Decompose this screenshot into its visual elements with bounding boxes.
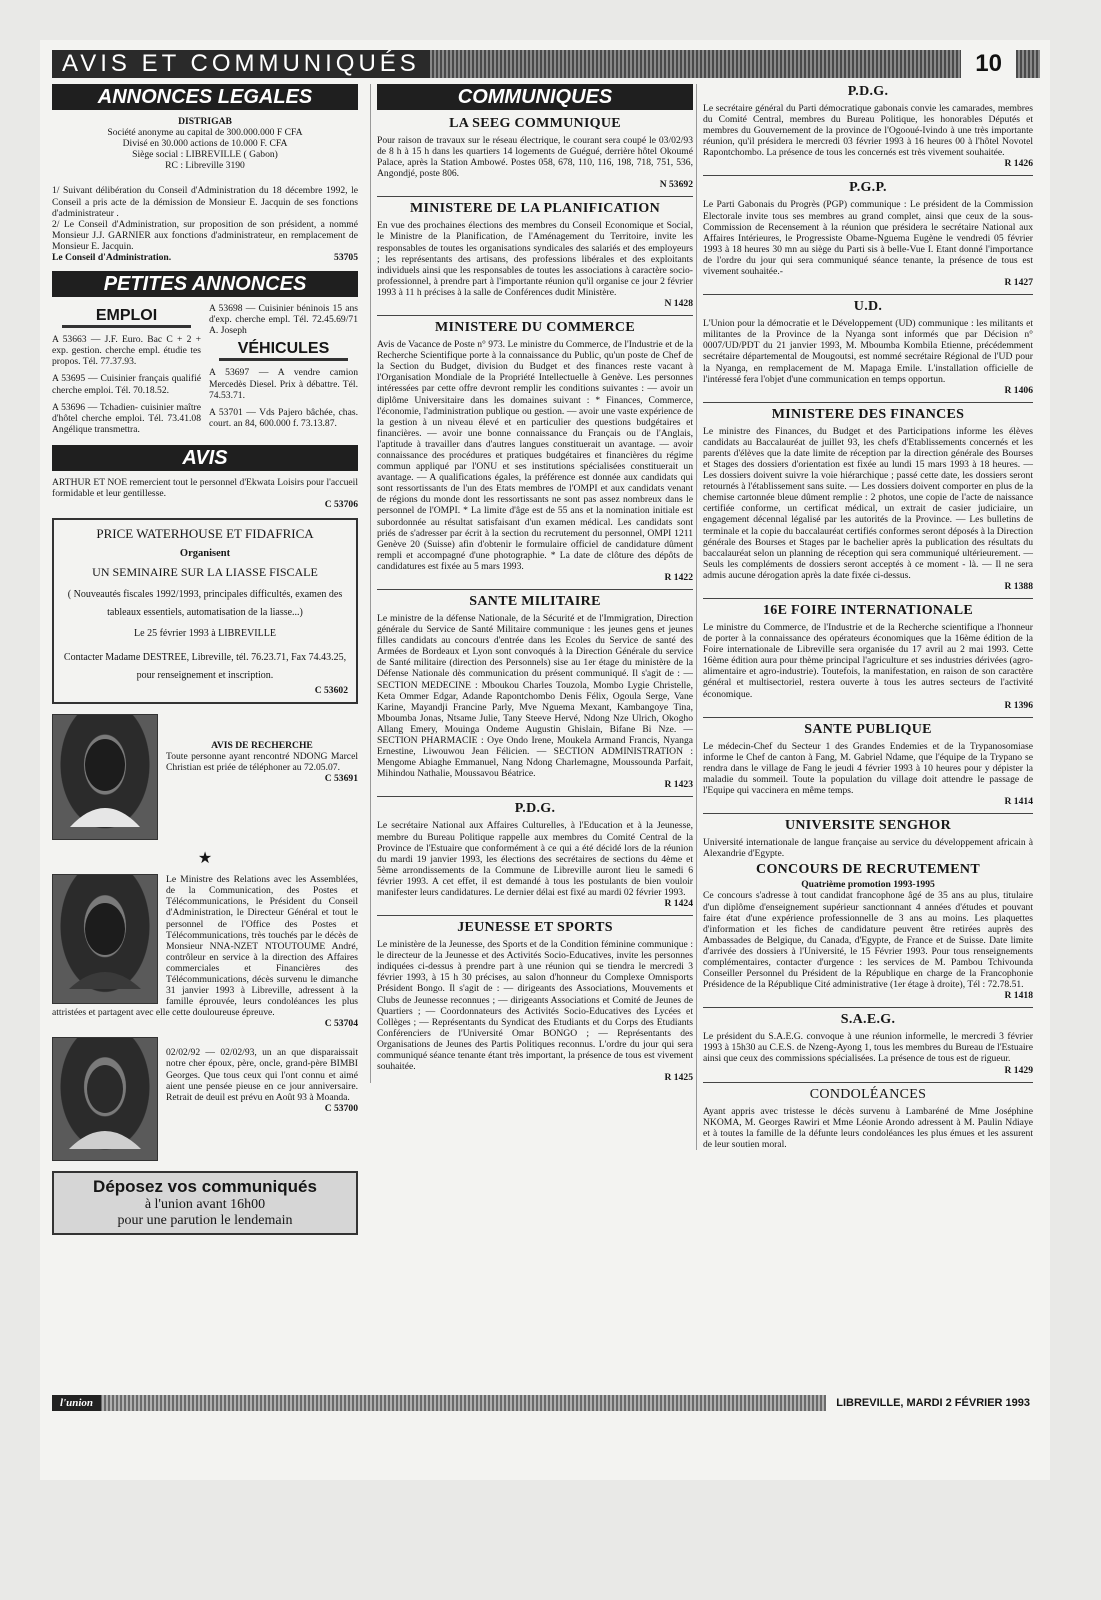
annonces-legales-banner: ANNONCES LEGALES (52, 84, 358, 110)
concours-title: CONCOURS DE RECRUTEMENT (756, 862, 980, 878)
arthur-ref: C 53706 (324, 499, 358, 511)
distrigab-footer (52, 252, 358, 263)
seminaire-date: Le 25 février 1993 à LIBREVILLE (134, 628, 276, 640)
emploi-title: EMPLOI (62, 307, 191, 328)
classified-item: A 53695 — Cuisinier français qualifié cherche emploi. Tél. 70.18.52. (52, 373, 201, 396)
finances-ref: R 1388 (1004, 581, 1033, 592)
planification-ref: N 1428 (664, 298, 693, 310)
commerce-text: Avis de Vacance de Poste n° 973. Le ministre du Commerce, de l'Industrie et de la Recherche Scientifique porte à la connaissance du Public, qu'un poste de Chef de la Section du Budget, division du Budget et des finances reste vacant à l'Organisation Mondiale de la Propriété Intellectuelle à Genève. Les personnes intéressées par cette offre devront remplir les conditions suivantes : — avoir un diplôme Universitaire dans les domaines suivant : * Finances, Commerce, l'économie, l'administration publique ou gestion. — avoir une vaste expérience de la gestion à un niveau élevé et en particulier des questions budgétaires et financières. — avoir une bonne connaissance du Français ou de l'Anglais, l'aptitude à travailler dans d'autres langues constituerait un avantage. — avoir connaissance des procédures et pratiques budgétaires et financières du régime commun appliqué par l'ONU et ses institutions spécialisées constituerait un avantage. — A qualifications égales, la préférence est donnée aux candidats qui sont ressortissants de l'un des Etats membres de l'OMPI et aux candidats venant de régions du monde dont les ressortissants ne sont pas assez nombreux dans le personnel de l'OMPI. * La limite d'âge est de 55 ans et la nomination initiale est subordonnée au résultat satisfaisant d'un examen médical. Les candidats sont priés de s'adresser par écrit à la section du recrutement du personnel, OMPI 1211 Genève 20 (Suisse) afin d'obtenir le formulaire officiel de candidature dûment rempli et accompagné d'une photographie. * La date de clôture des dépôts de candidatures est fixée au 5 mars 1993. (377, 339, 693, 572)
senghor-ref: R 1418 (1004, 990, 1033, 1002)
distrigab-signature: Le Conseil d'Administration. (52, 252, 172, 264)
pdg-text: Le secrétaire général du Parti démocratique gabonais convie les camarades, membres du Comité Central, membres du Bureau Politique, les honorables Députés et membres du Gouvernement de la province de l'Ogooué-Ivindo à une très importante réunion, qu'il présidera le mercredi 03 février 1993 à 16 heures 00 à l'hôtel Novotel Rapontchombo. La présence de tous les concernés est très vivement souhaitée. (703, 103, 1033, 159)
anniversaire-ref: C 53700 (324, 1102, 358, 1114)
condoleances-text: Ayant appris avec tristesse le décès survenu à Lambaréné de Mme Joséphine NKOMA, M. Georges Rawiri et Mme Léonie Arondo adressent à M. Paulin Ndiaye et à toutes la famille de la défunte leurs condoléances les plus émues et les assurent de leur soutien moral. (703, 1105, 1033, 1150)
vehicules-title: VÉHICULES (219, 340, 348, 361)
pdg-title: P.D.G. (377, 796, 693, 817)
classifieds (52, 303, 358, 435)
pgp-title: P.G.P. (703, 175, 1033, 196)
deces-ref: C 53704 (324, 1018, 358, 1030)
pdg-ref: R 1424 (664, 898, 693, 910)
distrigab-ref: 53705 (334, 252, 358, 264)
petites-annonces-banner: PETITES ANNONCES (52, 271, 358, 297)
portrait-icon (65, 1049, 145, 1149)
classifieds-left (52, 303, 201, 435)
seminaire-box (52, 518, 358, 704)
seminaire-subject: UN SEMINAIRE SUR LA LIASSE FISCALE (92, 565, 318, 580)
portrait-icon (65, 727, 145, 827)
seminaire-detail: ( Nouveautés fiscales 1992/1993, principales difficultés, examen des tableaux essentiels, automatisation de la liasse...) (67, 589, 343, 619)
condoleances-title: CONDOLÉANCES (703, 1082, 1033, 1103)
pdg-ref: R 1426 (1004, 158, 1033, 170)
seeg-title: LA SEEG COMMUNIQUE (449, 116, 621, 131)
seminaire-organisent: Organisent (179, 548, 231, 560)
planification-text: En vue des prochaines élections des membres du Conseil Economique et Social, le Ministre de la Planification, de l'Aménagement du Territoire, invite les responsables de toutes les organisations syndicales des salariés et des employeurs ; les représentants des artisans, des professions libérales et des exploitants individuels ainsi que les responsables de toutes les associations à caractère socio-professionnel, à prendre part à l'importante réunion qu'il organise ce jour 2 février 1993 à 11 h précises à la salle de Conférences dudit Ministère. (377, 220, 693, 298)
pgp-text: Le Parti Gabonais du Progrès (PGP) communique : Le président de la Commission Electorale invite tous ses membres au grand complet, ainsi que ceux de la sous-Commission de Recensement à la réunion que présidera le secrétaire National aux Affaires Intérieures, le Progressiste Obame-Nguema Eugène le vendredi 05 février 1993 à 18 heures 30 mn au siège du Parti sis à belle-Vue I. Etant donné l'importance de l'ordre du jour qui sera communiqué séance tenante, la présence de tous est vivement souhaitée.- (703, 199, 1033, 278)
ud-title: U.D. (703, 294, 1033, 315)
distrigab-line: Siège social : LIBREVILLE ( Gabon) (132, 149, 278, 161)
jeunesse-text: Le ministère de la Jeunesse, des Sports et de la Condition féminine communique : le directeur de la Jeunesse et des Activités Socio-Educatives, invite les personnes indiquées ci-dessus à prendre part à une réunion qui se tiendra le mercredi 3 février 1993, à 15 h 30 précises, au salon d'honneur du Complexe Omnisports Président Bongo. Il s'agit de : — dirigeants des Associations, Mouvements et Clubs de Jeunesse reconnues ; — dirigeants Associations et Comité de Jeunes de Quartiers ; — Coordonnateurs des Activités Socio-Educatives des Lycées et Collèges ; — Représentants du Syndicat des Etudiants et du Corps des Etudiants Conférenciers de l'Université Omar BONGO ; — Représentants des Organisations de Jeunes des Partis Politiques reconnus. L'ordre du jour qui sera communiqué séance tenante étant très important, la présence de tous est vivement souhaitée. (377, 939, 693, 1073)
seminaire-ref: C 53602 (314, 685, 348, 697)
ud-text: L'Union pour la démocratie et le Développement (UD) communique : les militants et militantes de la Province de la Nyanga sont informés que par Décision n° 0007/UD/PDT du 21 janvier 1993, M. Mboumba Kombila Etienne, précédemment secrétaire départemental de Mougoutsi, est nommé secrétaire Régional de l'UD pour la Nyanga, en remplacement de M. Mapaga Emile. L'installation officielle de l'intéressé fera l'objet d'une communication en temps opportun. (703, 318, 1033, 385)
jeunesse-ref: R 1425 (664, 1072, 693, 1084)
commerce-title: MINISTERE DU COMMERCE (377, 315, 693, 336)
anniversaire-text: 02/02/92 — 02/02/93, un an que disparaissait notre cher époux, père, oncle, grand-père BIMBI Georges. Que tous ceux qui l'ont connu et aimé aient une pensée pieuse en ce jour anniversaire. Retrait de deuil est prévu en Août 93 à Moanda. (166, 1047, 358, 1103)
section-title: AVIS ET COMMUNIQUÉS (52, 50, 430, 78)
sante-publique-ref: R 1414 (1004, 796, 1033, 808)
recherche-ref: C 53691 (324, 773, 358, 785)
seminaire-title: PRICE WATERHOUSE ET FIDAFRICA (96, 526, 314, 542)
classified-item: A 53701 — Vds Pajero bâchée, chas. court. an 84, 600.000 f. 73.13.87. (209, 406, 358, 429)
communiques-banner: COMMUNIQUES (377, 84, 693, 110)
deposez-box (52, 1171, 358, 1235)
sante-publique-text: Le médecin-Chef du Secteur 1 des Grandes Endemies et de la Trypanosomiase informe le Chef de canton à Fang, M. Gabriel Ndame, que l'équipe de la Trypano se rendra dans le village de Fang le jeudi 4 février 1993 à 10 heures pour y dépister la maladie du sommeil. Toute la population du village doit attendre le passage de l'Equipe qui vaccinera en même temps. (703, 740, 1033, 797)
distrigab-line: Société anonyme au capital de 300.000.000 F CFA (107, 127, 303, 139)
newspaper-brand: l'union (52, 1395, 101, 1411)
ud-ref: R 1406 (1004, 384, 1033, 396)
deposez-headline: Déposez vos communiqués (93, 1177, 317, 1197)
issue-date: LIBREVILLE, MARDI 2 FÉVRIER 1993 (826, 1395, 1040, 1411)
seeg-text: Pour raison de travaux sur le réseau électrique, le courant sera coupé le 03/02/93 de 8 h à 15 h dans les quartiers 14 logements de Guégué, derrière hôtel Okoumé Palace, après la Station Ambowé. Postes 058, 678, 110, 116, 198, 718, 751, 536, Angondjé, poste 806. (377, 135, 693, 180)
planification-title: MINISTERE DE LA PLANIFICATION (377, 196, 693, 217)
portrait-photo (52, 714, 158, 840)
masthead (52, 50, 1040, 78)
finances-text: Le ministre des Finances, du Budget et des Participations informe les élèves candidats au Baccalauréat de juillet 93, les chefs d'Etablissements concernés et les parents d'élèves que la date limite de réception par la direction générale des Bourses et Stages des dossiers d'orientation est fixée au lundi 15 mars 1993 à 18 heures. — Les dossiers doivent suivre la voie hiérarchique ; passé cette date, les dossiers seront retournés à l'établissement sans suite. — Les dossiers doivent comporter en plus de la chemise cartonnée bleue dûment remplie : 2 photos, une copie de l'acte de naissance certifiée conforme, un certificat médical, un extrait de casier judiciaire, un engagement décennal légalisé par les autorités de la Province. — Les bulletins de terminale et la copie du baccalauréat certifiés conformes seront déposés à la Direction générale des Bourses et Stages par le bachelier après la publication des résultats du baccalauréat selon un planning de réception qui sera communiqué ultérieurement. — Seuls les compléments de dossiers seront acceptés à ce moment - là. — Il ne sera admis aucune dérogation après la date fixée ci-dessus. (703, 425, 1033, 581)
pdg-title: P.D.G. (847, 84, 889, 99)
classifieds-right (209, 303, 358, 435)
deposez-line: à l'union avant 16h00 (144, 1197, 266, 1213)
column-middle (370, 84, 693, 1083)
classified-item: A 53663 — J.F. Euro. Bac C + 2 + exp. gestion. cherche empl. étudie tes propos. Tél. 77.37.93. (52, 334, 201, 368)
classified-item: A 53697 — A vendre camion Mercedès Diesel. Prix à débattre. Tél. 74.53.71. (209, 367, 358, 401)
sante-militaire-text: Le ministre de la défense Nationale, de la Sécurité et de l'Immigration, Direction générale du Service de Santé Militaire communique : les jeunes gens et jeunes filles candidats au concours d'entrée dans les Ecoles du Service de santé des Armées de Bordeaux et Lyon sont convoqués à la Direction Générale du service de Santé militaire (direction des Personnels) sise au 1er étage du ministère de la Défense Nationale dès communication du présent communiqué. Il s'agit de : — SECTION MEDECINE : Mboukou Charles Touzola, Mombo Lygie Christelle, Keta Ommer Edgar, Adande Rapontchombo Denis Félix, Ogoula Serge, Vane Karine, Mayandji Francine Parly, Mve Nguema Mexant, Kambangoye Tina, Mboumba Jonas, Ntsame Julie, Tany Steeve Hervé, Ndong Nze Ulrich, Okogho Allang Emery, Mouinga Ondeme Augustin Ghislain, Bifane Bi Nze. — SECTION PHARMACIE : Oye Ondo Irene, Moukela Armand Francis, Nyanga Ernestine, Liwouwou Jean Félicien. — SECTION ADMINISTRATION : Mengome Abiaghe Emmanuel, Nang Ndong Charlemagne, Moussounda Parfait, Mihindou Nathalie, Moussavou Béatrice. (377, 613, 693, 780)
jeunesse-title: JEUNESSE ET SPORTS (377, 915, 693, 936)
anniversaire-notice (52, 1037, 358, 1163)
column-right (696, 84, 1033, 1150)
recherche-title: AVIS DE RECHERCHE (211, 740, 313, 752)
portrait-icon (65, 889, 145, 989)
foire-ref: R 1396 (1004, 699, 1033, 711)
classified-item: A 53696 — Tchadien- cuisinier maître d'hôtel cherche emploi. Tél. 73.41.08 Angélique transmettra. (52, 401, 201, 435)
foire-text: Le ministre du Commerce, de l'Industrie et de la Recherche scientifique a l'honneur de porter à la connaissance des opérateurs économiques que la 16ème édition de la Foire internationale de Libreville sera organisée du 17 avril au 2 mai 1993. Cette 16ème édition aura pour thème principal l'agriculture et ses industries dérivées (agro-alimentaire et agro-industrie). Toutefois, la manifestation, en raison de son caractère général et multisectoriel, restera ouverte à tous les autres secteurs de l'activité économique. (703, 622, 1033, 700)
foire-title: 16E FOIRE INTERNATIONALE (703, 598, 1033, 619)
deces-text: Le Ministre des Relations avec les Assemblées, de la Communication, des Postes et Télécommunications, le Président du Conseil d'Administration, le Directeur Général et tout le personnel de l'Office des Postes et Télécommunications, très touchés par le décès de Monsieur NNA-NZET NTOUTOUME André, contrôleur en service à la direction des Affaires commerciales et Financières des Télécommunications, décès survenu le dimanche 31 janvier 1993 à Libreville, adressent à la famille éprouvée, leurs condoléances les plus attristées et partagent avec elle cette douloureuse épreuve. (52, 874, 358, 1019)
portrait-photo (52, 874, 158, 1004)
saeg-ref: R 1429 (1004, 1064, 1033, 1076)
page-number: 10 (961, 50, 1016, 78)
avis-deces (52, 874, 358, 1029)
portrait-photo (52, 1037, 158, 1161)
star-separator: ★ (197, 850, 213, 868)
avis-recherche (52, 714, 358, 842)
deposez-line: pour une parution le lendemain (117, 1213, 293, 1229)
avis-banner: AVIS (52, 445, 358, 471)
pgp-ref: R 1427 (1004, 277, 1033, 289)
arthur-notice: ARTHUR ET NOE remercient tout le personnel d'Ekwata Loisirs pour l'accueil formidable et leur gentillesse. (52, 476, 358, 499)
concours-promo: Quatrième promotion 1993-1995 (801, 879, 935, 891)
saeg-title: S.A.E.G. (703, 1007, 1033, 1028)
pdg-text: Le secrétaire National aux Affaires Culturelles, à l'Education et à la Jeunesse, membre du Bureau Politique rappelle aux membres du Comité Central de la Province de l'Estuaire que conformément à ce qui a été décidé lors de la réunion du mardi 19 janvier 1993, les élections des secrétaires de sections du 4ème et 5ème arrondissements de la Commune de Libreville auront lieu le samedi 6 février 1993. A cet effet, il est demandé à tous les postulants de bien vouloir manifester leurs candidatures. Le dernier délai est fixé au mardi 02 février 1993. (377, 820, 693, 898)
finances-title: MINISTERE DES FINANCES (703, 402, 1033, 423)
senghor-intro: Université internationale de langue française au service du développement africain à Alexandrie d'Egypte. (703, 837, 1033, 860)
sante-publique-title: SANTE PUBLIQUE (703, 717, 1033, 738)
distrigab-line: RC : Libreville 3190 (165, 160, 245, 172)
distrigab-paragraph: 1/ Suivant délibération du Conseil d'Administration du 18 décembre 1992, le Conseil a pris acte de la démission de Monsieur E. Jacquin de ses fonctions d'administrateur . (52, 185, 358, 219)
senghor-text: Ce concours s'adresse à tout candidat francophone âgé de 35 ans au plus, titulaire d'un diplôme d'enseignement supérieur sanctionnant 4 années d'études et pouvant faire état d'une expérience professionnelle de 3 ans au moins. Les plaquettes d'information et les fiches de candidature peuvent être retirées auprès des Ambassades de Belgique, du Canada, d'Egypte, de France et de Suisse. Date limite d'arrivée des dossiers à l'Université, le 15 Février 1993. Pour tous renseignements complémentaires, contacter d'urgence : les services de M. Pambou Tchivounda Conseiller Personnel du Président de la République en charge de la Francophonie Présidence de la République Cité administrative (1er étage à droite), Tél : 72.78.51. (703, 890, 1033, 991)
page-footer (52, 1395, 1040, 1411)
classified-item: A 53698 — Cuisinier béninois 15 ans d'exp. cherche empl. Tél. 72.45.69/71 A. Joseph (209, 303, 358, 337)
senghor-title: UNIVERSITE SENGHOR (703, 813, 1033, 834)
seminaire-contact: Contacter Madame DESTREE, Libreville, tél. 76.23.71, Fax 74.43.25, pour renseignement et inscription. (63, 652, 347, 682)
newspaper-page (40, 40, 1050, 1480)
saeg-text: Le président du S.A.E.G. convoque à une réunion informelle, le mercredi 3 février 1993 à 15h30 au C.E.S. de Nzeng-Ayong 1, tous les membres du Bureau de l'Estuaire ainsi que ceux des commissions spécialisées. La présence de tous est de rigueur. (703, 1031, 1033, 1065)
sante-militaire-title: SANTE MILITAIRE (377, 589, 693, 610)
distrigab-line: Divisé en 30.000 actions de 10.000 F. CFA (122, 138, 288, 150)
distrigab-title: DISTRIGAB (178, 116, 232, 127)
distrigab-notice (52, 116, 358, 263)
recherche-text: Toute personne ayant rencontré NDONG Marcel Christian est priée de téléphoner au 72.05.07. (166, 751, 358, 774)
commerce-ref: R 1422 (664, 572, 693, 583)
sante-militaire-ref: R 1423 (664, 779, 693, 791)
seeg-ref: N 53692 (659, 179, 693, 191)
distrigab-paragraph: 2/ Le Conseil d'Administration, sur proposition de son président, a nommé Monsieur J.J. GARNIER aux fonctions d'administrateur, en remplacement de Monsieur E. Jacquin. (52, 218, 358, 252)
column-left (52, 84, 358, 1235)
